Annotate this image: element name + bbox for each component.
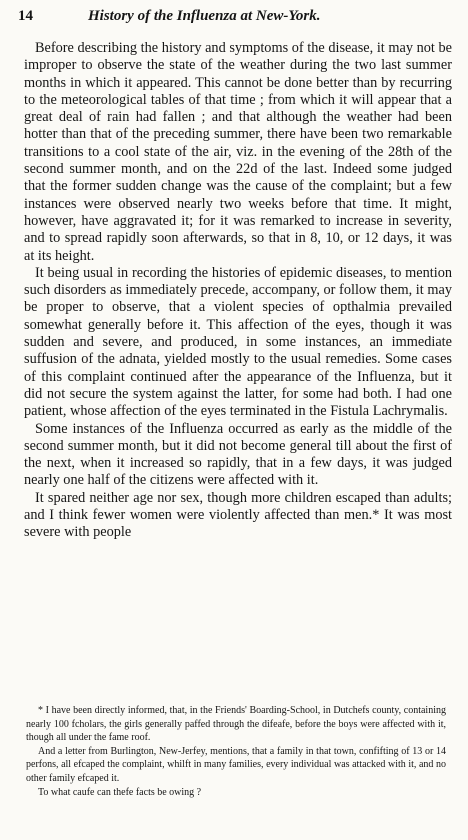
paragraph-age-sex: It spared neither age nor sex, though more children escaped than adults; and I think fewer women were violently affected than men.* It was most severe with people — [24, 489, 452, 541]
paragraph-weather: Before describing the history and symptoms of the disease, it may not be improper to observe the state of the weather during the two last summer months in which it appeared. This cannot be done better than by recurring to the meteorological tables of that time ; from which it will appear that a great deal of rain had fallen ; and that although the weather had been hotter than that of the preceding summer, there have been two remarkable transitions to a cool state of the air, viz. in the evening of the 28th of the second summer month, and on the 22d of the last. Indeed some judged that the former sudden change was the cause of the complaint; but a few instances were observed nearly two weeks before that time. It might, however, have aggravated it; for it was remarked to increase in severity, and to spread rapidly soon afterwards, so that in 8, 10, or 12 days, it was at its height. — [24, 40, 452, 264]
page-number: 14 — [18, 8, 33, 24]
paragraph-opthalmia: It being usual in recording the histories of epidemic diseases, to mention such disorders as immediately precede, accompany, or follow them, it may be proper to observe, that a violent species of opthalmia prevailed somewhat generally before it. This affection of the eyes, though it was sudden and severe, and produced, in some instances, an immediate suffusion of the adnata, yielded mostly to the usual remedies. Some cases of this complaint continued after the appearance of the Influenza, but it did not secure the system against the latter, for some had both. I had one patient, whose affection of the eyes terminated in the Fistula Lachrymalis. — [24, 264, 452, 420]
running-title: History of the Influenza at New-York. — [88, 8, 321, 24]
footnotes — [26, 704, 446, 799]
footnote-boarding-school: * I have been directly informed, that, in the Friends' Boarding-School, in Dutchefs county, containing nearly 100 fcholars, the girls generally paffed through the difeafe, before the boys were affected with it, though all under the fame roof. — [26, 705, 446, 744]
paragraph-onset: Some instances of the Influenza occurred as early as the middle of the second summer month, but it did not become general till about the first of the next, when it increased so rapidly, that in a few days, it was judged nearly one half of the citizens were affected with it. — [24, 420, 452, 489]
footnote-question: To what caufe can thefe facts be owing ? — [38, 786, 202, 798]
main-text — [24, 40, 452, 542]
page-header — [0, 6, 468, 32]
footnote-burlington-letter: And a letter from Burlington, New-Jerfey, mentions, that a family in that town, confifting of 13 or 14 perfons, all efcaped the complaint, whilft in many families, every individual was attacked with it, and no other family efcaped it. — [26, 745, 446, 784]
